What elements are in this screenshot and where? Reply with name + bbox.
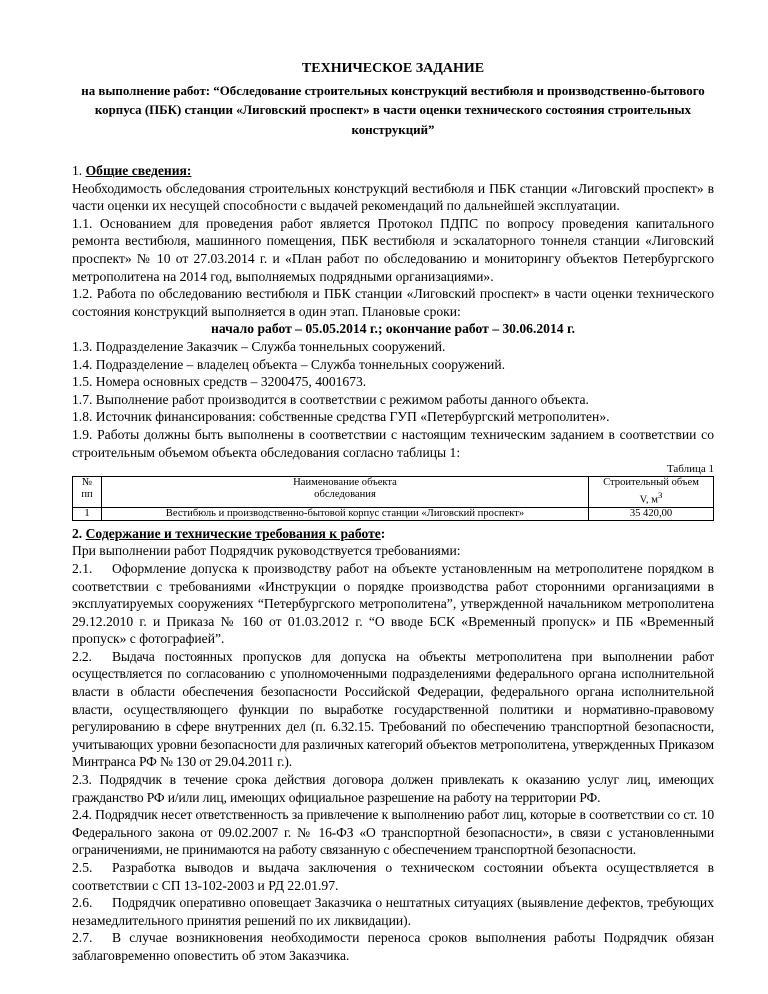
row-number: 1	[73, 507, 102, 520]
section-2-heading: 2. Содержание и технические требования к работе:	[72, 525, 386, 541]
volume-table	[72, 476, 714, 521]
section-1-number: 1.	[72, 163, 83, 179]
clause-1-8: 1.8. Источник финансирования: собственные средства ГУП «Петербургский метрополитен».	[72, 409, 610, 425]
clause-2-1: 2.1. Оформление допуска к производству работ на объекте установленным на метрополитене порядком в соответствии с требованиями «Инструкции о порядке производства работ сторонними организациями в эксплуатируемых сооружениях “Петербургского метрополитена”, утвержденной начальником метрополитена 29.12.2010 г. и Приказа № 160 от 01.03.2012 г. “О вводе БСК «Временный пропуск» и ПБ «Временный пропуск» с фотографией”.	[72, 560, 714, 647]
clause-1-9: 1.9. Работы должны быть выполнены в соответствии с настоящим техническим заданием в соответствии со строительным объемом объекта обследования согласно таблицы 1:	[72, 427, 714, 460]
table-row	[73, 507, 714, 520]
section-2-intro: При выполнении работ Подрядчик руководствуется требованиями:	[72, 543, 461, 559]
section-1-title: Общие сведения:	[85, 163, 192, 179]
section-1-heading	[72, 162, 714, 180]
row-volume: 35 420,00	[589, 507, 714, 520]
clause-2-2: 2.2. Выдача постоянных пропусков для допуска на объекты метрополитена при выполнении работ осуществляется по согласованию с уполномоченными подразделениями федерального органа исполнительной власти в области обеспечения безопасности Российской Федерации, федерального органа исполнительной власти, осуществляющего функции по выработке государственной политики и нормативно-правовому регулированию в сфере внутренних дел (п. 6.32.15. Требований по обеспечению транспортной безопасности, учитывающих уровни безопасности для различных категорий объектов метрополитена, утвержденных Приказом Минтранса РФ № 130 от 29.04.2011 г.).	[72, 648, 714, 770]
clause-2-5: 2.5. Разработка выводов и выдача заключения о техническом состоянии объекта осуществляется в соответствии с СП 13-102-2003 и РД 22.01.97.	[72, 860, 714, 893]
clause-2-6: 2.6. Подрядчик оперативно оповещает Заказчика о нештатных ситуациях (выявление дефектов, требующих незамедлительного принятия решений по их ликвидации).	[72, 895, 714, 928]
row-object-name: Вестибюль и производственно-бытовой корпус станции «Лиговский проспект»	[102, 507, 589, 520]
header-number: № пп	[73, 477, 102, 508]
clause-1-7: 1.7. Выполнение работ производится в соответствии с режимом работы данного объекта.	[72, 391, 589, 407]
document-subtitle: на выполнение работ: “Обследование строительных конструкций вестибюля и производственно-бытового корпуса (ПБК) станции «Лиговский проспект» в части оценки технического состояния строительных конструкций”	[81, 83, 705, 137]
header-object-name: Наименование объекта обследования	[102, 477, 589, 508]
clause-1-5: 1.5. Номера основных средств – 3200475, 4001673.	[72, 374, 367, 390]
clause-1-1: 1.1. Основанием для проведения работ является Протокол ПДПС по вопросу проведения капитального ремонта вестибюля, машинного помещения, ПБК вестибюля и эскалаторного тоннеля станции «Лиговский проспект» № 10 от 27.03.2014 г. и «План работ по обследованию и мониторингу объектов Петербургского метрополитена на 2014 год, выполняемых подрядными организациями».	[72, 215, 714, 284]
clause-2-7: 2.7. В случае возникновения необходимости переноса сроков выполнения работы Подрядчик обязан заблаговременно оповестить об этом Заказчика.	[72, 930, 714, 963]
document-title: ТЕХНИЧЕСКОЕ ЗАДАНИЕ	[301, 61, 485, 76]
clause-1-3: 1.3. Подразделение Заказчик – Служба тоннельных сооружений.	[72, 339, 446, 355]
work-dates: начало работ – 05.05.2014 г.; окончание работ – 30.06.2014 г.	[211, 321, 575, 337]
clause-2-3: 2.3. Подрядчик в течение срока действия договора должен привлекать к оказанию услуг лиц, имеющих гражданство РФ и/или лиц, имеющих официальное разрешение на работу на территории РФ.	[72, 772, 714, 805]
clause-1-4: 1.4. Подразделение – владелец объекта – Служба тоннельных сооружений.	[72, 356, 506, 372]
section-1-intro: Необходимость обследования строительных конструкций вестибюля и ПБК станции «Лиговский проспект» в части оценки их несущей способности с выдачей рекомендаций по дальнейшей эксплуатации.	[72, 180, 714, 214]
clause-2-4: 2.4. Подрядчик несет ответственность за привлечение к выполнению работ лиц, которые в соответствии со ст. 10 Федерального закона от 09.02.2007 г. № 16-ФЗ «О транспортной безопасности», в связи с установленными ограничениями, не принимаются на работу связанную с обеспечением транспортной безопасности.	[72, 807, 714, 858]
table-caption: Таблица 1	[666, 463, 714, 476]
section-2-title: Содержание и технические требования к работе	[85, 525, 381, 541]
clause-1-2: 1.2. Работа по обследованию вестибюля и ПБК станции «Лиговский проспект» в части оценки технического состояния конструкций выполняется в один этап. Плановые сроки:	[72, 286, 714, 319]
table-header-row	[73, 477, 714, 508]
section-2-number: 2.	[72, 525, 83, 541]
header-volume: Строительный объем V, $м^3$	[589, 477, 714, 508]
